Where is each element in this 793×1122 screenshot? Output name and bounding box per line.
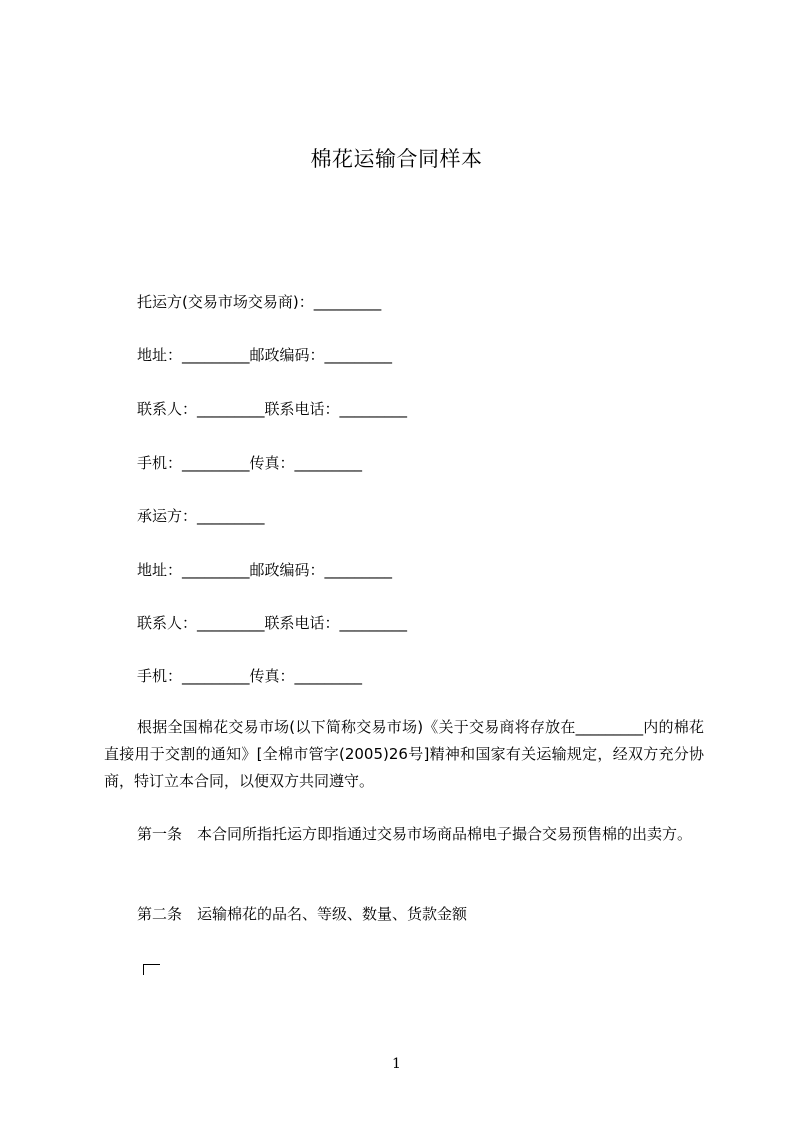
carrier-contact-field: 联系人：_________联系电话：_________ [137,614,408,632]
table-corner [143,964,160,975]
preamble-paragraph: 根据全国棉花交易市场(以下简称交易市场)《关于交易商将存放在_________内的棉花直接用于交割的通知》[全棉市管字(2005)26号]精神和国家有关运输规定，经双方充分协商，特订立本合同，以便双方共同遵守。 [104,718,704,790]
shipper-contact-field: 联系人：_________联系电话：_________ [137,400,408,418]
shipper-name-field: 托运方(交易市场交易商)：_________ [137,293,382,311]
page-number: 1 [392,1056,401,1072]
shipper-phone-field: 手机：_________传真：_________ [137,454,363,472]
shipper-address-field: 地址：_________邮政编码：_________ [137,346,393,364]
carrier-name-field: 承运方：_________ [137,507,265,525]
article-one-paragraph: 第一条 本合同所指托运方即指通过交易市场商品棉电子撮合交易预售棉的出卖方。 [137,825,693,843]
carrier-phone-field: 手机：_________传真：_________ [137,667,363,685]
article-two-paragraph: 第二条 运输棉花的品名、等级、数量、货款金额 [137,905,468,923]
document-title: 棉花运输合同样本 [310,147,483,171]
carrier-address-field: 地址：_________邮政编码：_________ [137,561,393,579]
